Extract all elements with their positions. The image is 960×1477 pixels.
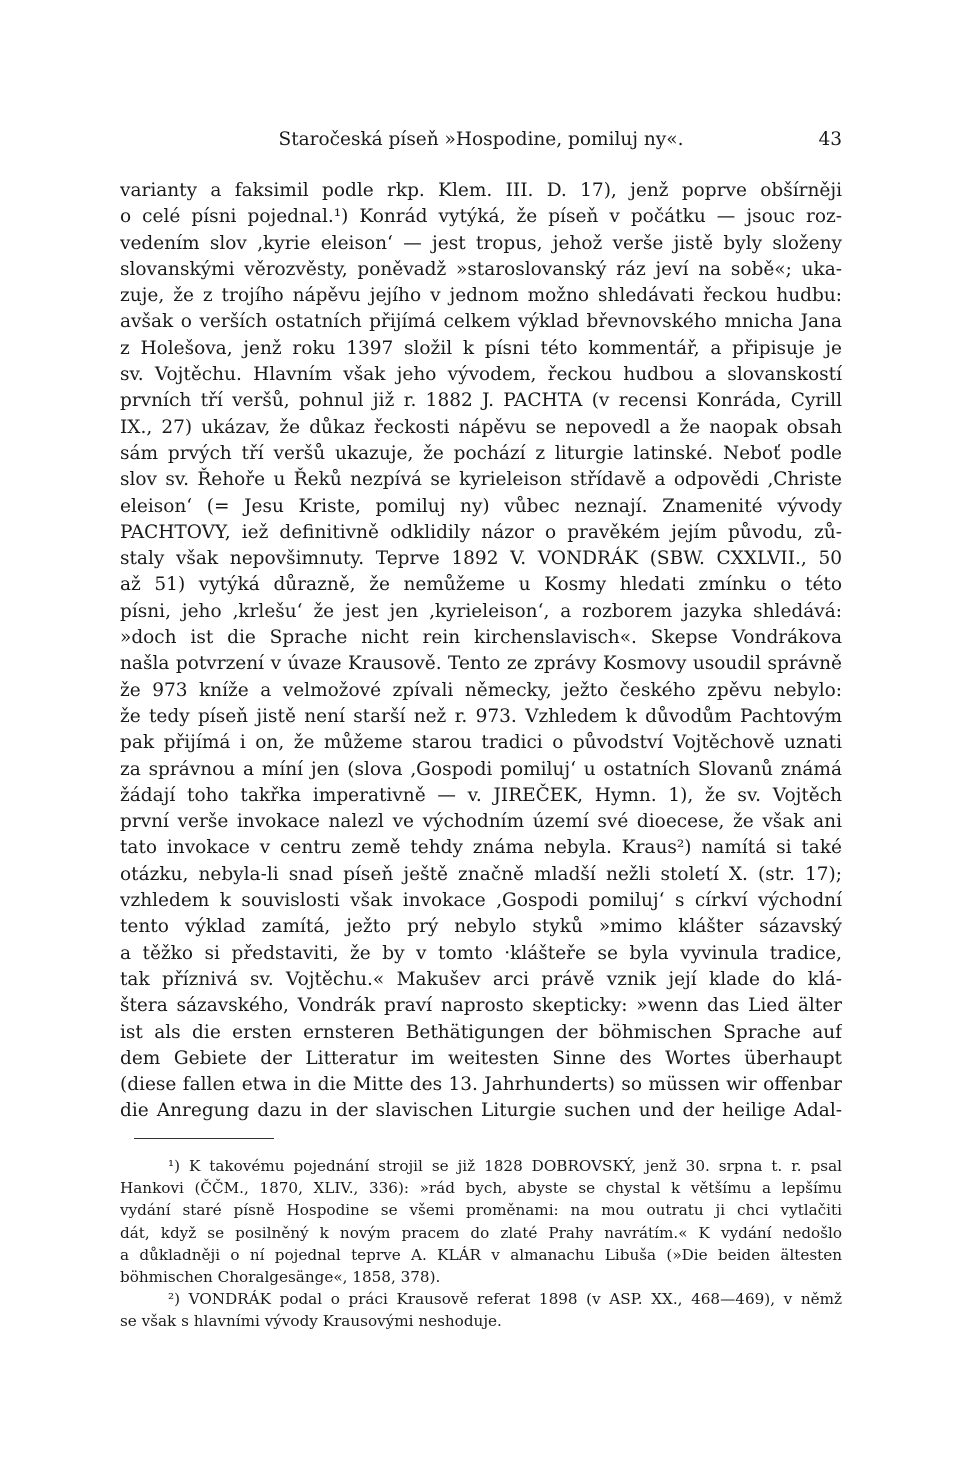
text-line: eleison‘ (= Jesu Kriste, pomiluj ny) vůbec neznají. Znamenité vývody bbox=[120, 495, 842, 517]
footnote-separator bbox=[134, 1138, 274, 1139]
text-line: že tedy píseň jistě není starší než r. 973. Vzhledem k důvodům Pachtovým bbox=[120, 705, 842, 727]
footnote-line: böhmischen Choralgesänge«, 1858, 378). bbox=[120, 1267, 441, 1286]
text-line: tak příznivá sv. Vojtěchu.« Makušev arci právě vznik její klade do klá- bbox=[120, 968, 842, 990]
text-line: žádají toho takřka imperativně — v. JIREČEK, Hymn. 1), že sv. Vojtěch bbox=[120, 784, 842, 806]
text-line: štera sázavského, Vondrák praví naprosto skepticky: »wenn das Lied älter bbox=[120, 995, 842, 1017]
text-line: (diese fallen etwa in die Mitte des 13. Jahrhunderts) so müssen wir offenbar bbox=[120, 1074, 842, 1096]
text-line: ist als die ersten ernsteren Bethätigungen der böhmischen Sprache auf bbox=[120, 1021, 842, 1043]
footnote-line: Hankovi (ČČM., 1870, XLIV., 336): »rád bych, abyste se chystal k většímu a lepšímu bbox=[120, 1179, 842, 1198]
text-line: PACHTOVY, iež definitivně odklidily názor o pravěkém jejím původu, zů- bbox=[120, 521, 842, 543]
text-line: staly však nepovšimnuty. Teprve 1892 V. VONDRÁK (SBW. CXXLVII., 50 bbox=[120, 548, 842, 570]
text-line: dem Gebiete der Litteratur im weitesten Sinne des Wortes überhaupt bbox=[120, 1047, 842, 1069]
text-line: slov sv. Řehoře u Řeků nezpívá se kyrieleison střídavě a odpovědi ‚Christe bbox=[120, 469, 842, 491]
page-number: 43 bbox=[818, 129, 842, 150]
text-line: z Holešova, jenž roku 1397 složil k písni této kommentář, a připisuje je bbox=[120, 337, 842, 359]
text-line: a těžko si představiti, že by v tomto ·klášteře se byla vyvinula tradice, bbox=[120, 942, 842, 964]
text-line: že 973 kníže a velmožové zpívali německy, ježto českého zpěvu nebylo: bbox=[120, 679, 842, 701]
text-line: »doch ist die Sprache nicht rein kirchenslavisch«. Skepse Vondrákova bbox=[120, 627, 842, 649]
text-line: sám prvých tří veršů ukazuje, že pochází z liturgie latinské. Neboť podle bbox=[120, 442, 842, 464]
text-line: vzhledem k souvislosti však invokace ‚Gospodi pomiluj‘ s církví východní bbox=[120, 890, 842, 912]
text-line: avšak o verších ostatních přijímá celkem výklad břevnovského mnicha Jana bbox=[120, 311, 842, 333]
text-line: otázku, nebyla-li snad píseň ještě značně mladší nežli století X. (str. 17); bbox=[120, 863, 842, 885]
footnote bbox=[120, 1288, 842, 1332]
main-text bbox=[120, 178, 842, 1125]
text-line: pak přijímá i on, že můžeme starou tradici o původství Vojtěchově uznati bbox=[120, 732, 842, 754]
text-line: sv. Vojtěchu. Hlavním však jeho vývodem, řeckou hudbou a slovanskostí bbox=[120, 364, 842, 386]
running-title: Staročeská píseň »Hospodine, pomiluj ny«. bbox=[278, 129, 684, 150]
text-line: až 51) vytýká důrazně, že nemůžeme u Kosmy hledati zmínku o této bbox=[120, 574, 842, 596]
text-line: za správnou a míní jen (slova ‚Gospodi pomiluj‘ u ostatních Slovanů známá bbox=[120, 758, 842, 780]
footnote-line: se však s hlavními vývody Krausovými neshoduje. bbox=[120, 1312, 502, 1331]
text-line: tento výklad zamítá, ježto prý nebylo styků »mimo klášter sázavský bbox=[120, 916, 842, 938]
footnote-line: vydání staré písně Hospodine se všemi proměnami: na mou outratu ji chci vytlačiti bbox=[120, 1201, 842, 1220]
text-line: písni, jeho ‚krlešu‘ že jest jen ‚kyrieleison‘, a rozborem jazyka shledává: bbox=[120, 600, 842, 622]
text-line: varianty a faksimil podle rkp. Klem. III. D. 17), jenž poprve obšírněji bbox=[120, 180, 842, 201]
text-line: vedením slov ‚kyrie eleison‘ — jest tropus, jehož verše jistě byly složeny bbox=[120, 232, 842, 254]
text-line: zuje, že z trojího nápěvu jejího v jednom možno shledávati řeckou hudbu: bbox=[120, 285, 842, 307]
text-line: slovanskými věrozvěsty, poněvadž »staroslovanský ráz jeví na sobě«; uka- bbox=[120, 258, 842, 280]
footnote-line: ¹) K takovému pojednání strojil se již 1828 DOBROVSKÝ, jenž 30. srpna t. r. psal bbox=[168, 1157, 842, 1175]
text-line: die Anregung dazu in der slavischen Liturgie suchen und der heilige Adal- bbox=[120, 1100, 842, 1122]
footnotes bbox=[120, 1155, 842, 1333]
text-line: o celé písni pojednal.¹) Konrád vytýká, že píseň v počátku — jsouc roz- bbox=[120, 206, 842, 228]
text-line: našla potvrzení v úvaze Krausově. Tento ze zprávy Kosmovy usoudil správně bbox=[120, 653, 842, 675]
footnote-line: a důkladněji o ní pojednal teprve A. KLÁR v almanachu Libuša (»Die beiden ältesten bbox=[120, 1245, 842, 1264]
footnote bbox=[120, 1155, 842, 1288]
text-line: prvních tří veršů, pohnul již r. 1882 J. PACHTA (v recensi Konráda, Cyrill bbox=[120, 390, 842, 412]
footnote-line: dát, když se posilněný k novým pracem do zlaté Prahy navrátím.« K vydání nedošlo bbox=[120, 1223, 842, 1242]
text-line: IX., 27) ukázav, že důkaz řeckosti nápěvu se nepovedl a že naopak obsah bbox=[120, 416, 842, 438]
text-line: tato invokace v centru země tehdy známa nebyla. Kraus²) namítá si také bbox=[120, 837, 842, 859]
footnote-line: ²) VONDRÁK podal o práci Krausově referat 1898 (v ASP. XX., 468—469), v němž bbox=[168, 1290, 842, 1309]
text-line: první verše invokace nalezl ve východním území své dioecese, že však ani bbox=[120, 811, 842, 833]
